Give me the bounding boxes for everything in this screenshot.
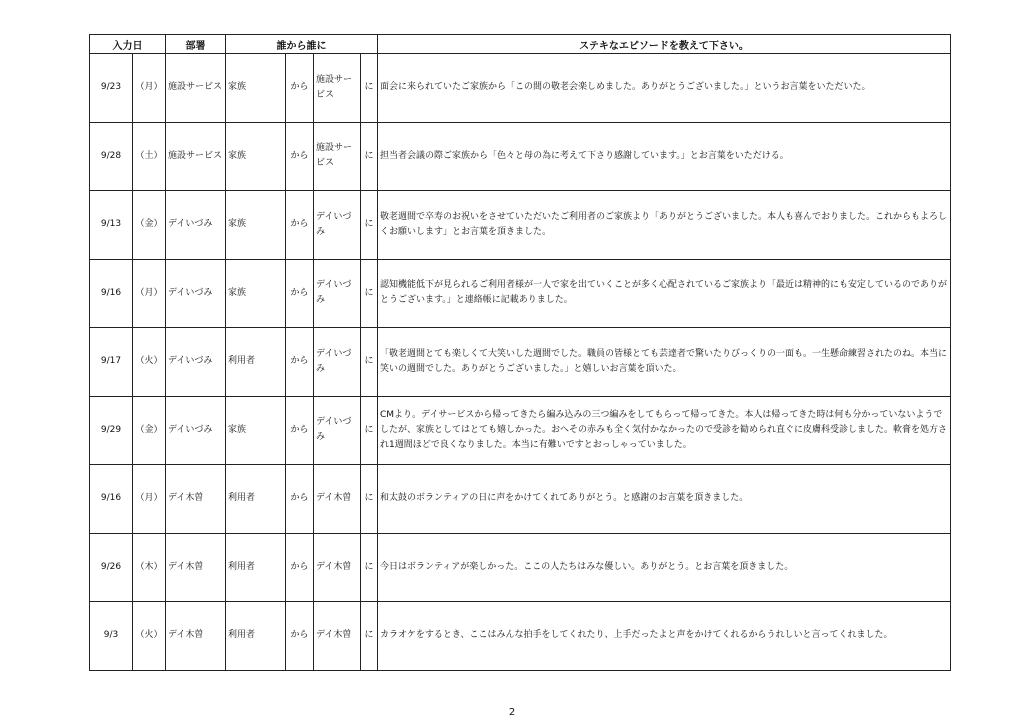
cell-from: 利用者 [226,533,286,602]
cell-to: 施設サービス [314,54,361,123]
cell-date: 9/16 [90,465,133,534]
cell-ni: に [361,259,378,328]
page-number: 2 [508,707,516,718]
cell-from: 家族 [226,191,286,260]
cell-to: デイ木曽 [314,465,361,534]
cell-date: 9/3 [90,602,133,671]
cell-department: デイいづみ [166,191,226,260]
cell-episode: 面会に来られていたご家族から「この間の敬老会楽しめました。ありがとうございました。」というお言葉をいただいた。 [378,54,951,123]
cell-to: 施設サービス [314,122,361,191]
cell-kara: から [286,259,314,328]
header-episode: ステキなエピソードを教えて下さい。 [378,35,951,54]
table-row [90,465,951,534]
cell-episode: 担当者会議の際ご家族から「色々と母の為に考えて下さり感謝しています。」とお言葉をいただける。 [378,122,951,191]
cell-ni: に [361,122,378,191]
cell-from: 家族 [226,259,286,328]
cell-ni: に [361,533,378,602]
table-row [90,54,951,123]
cell-day: （金） [133,396,166,465]
cell-date: 9/23 [90,54,133,123]
cell-date: 9/29 [90,396,133,465]
cell-ni: に [361,191,378,260]
cell-day: （月） [133,54,166,123]
cell-day: （金） [133,191,166,260]
header-row [90,35,951,54]
table-row [90,259,951,328]
cell-kara: から [286,465,314,534]
table-row [90,191,951,260]
cell-ni: に [361,396,378,465]
cell-department: 施設サービス [166,122,226,191]
cell-to: デイいづみ [314,328,361,397]
cell-kara: から [286,54,314,123]
cell-day: （木） [133,533,166,602]
cell-episode: 和太鼓のボランティアの日に声をかけてくれてありがとう。と感謝のお言葉を頂きました。 [378,465,951,534]
cell-episode: 敬老週間で卒寿のお祝いをさせていただいたご利用者のご家族より「ありがとうございました。本人も喜んでおりました。これからもよろしくお願いします」とお言葉を頂きました。 [378,191,951,260]
cell-date: 9/16 [90,259,133,328]
cell-to: デイ木曽 [314,533,361,602]
cell-department: デイいづみ [166,328,226,397]
cell-date: 9/17 [90,328,133,397]
cell-date: 9/28 [90,122,133,191]
header-who-to-whom: 誰から誰に [226,35,378,54]
header-department: 部署 [166,35,226,54]
cell-day: （火） [133,602,166,671]
cell-to: デイいづみ [314,191,361,260]
cell-ni: に [361,54,378,123]
cell-to: デイいづみ [314,396,361,465]
cell-department: デイいづみ [166,396,226,465]
episodes-table [89,34,951,671]
cell-from: 利用者 [226,465,286,534]
cell-to: デイいづみ [314,259,361,328]
cell-kara: から [286,396,314,465]
cell-day: （土） [133,122,166,191]
table-row [90,602,951,671]
cell-ni: に [361,602,378,671]
cell-department: デイ木曽 [166,465,226,534]
cell-episode: 認知機能低下が見られるご利用者様が一人で家を出ていくことが多く心配されているご家族より「最近は精神的にも安定しているのでありがとうございます。」と連絡帳に記載ありました。 [378,259,951,328]
cell-to: デイ木曽 [314,602,361,671]
cell-episode: 「敬老週間とても楽しくて大笑いした週間でした。職員の皆様とても芸達者で驚いたりびっくりの一面も。一生懸命練習されたのね。本当に笑いの週間でした。ありがとうございました。」と嬉しいお言葉を頂いた。 [378,328,951,397]
cell-department: デイいづみ [166,259,226,328]
cell-day: （月） [133,465,166,534]
cell-ni: に [361,465,378,534]
cell-kara: から [286,328,314,397]
table-row [90,122,951,191]
cell-date: 9/13 [90,191,133,260]
cell-from: 家族 [226,54,286,123]
cell-ni: に [361,328,378,397]
cell-department: デイ木曽 [166,533,226,602]
cell-episode: 今日はボランティアが楽しかった。ここの人たちはみな優しい。ありがとう。とお言葉を頂きました。 [378,533,951,602]
cell-from: 家族 [226,396,286,465]
cell-episode: CMより。デイサービスから帰ってきたら編み込みの三つ編みをしてもらって帰ってきた。本人は帰ってきた時は何も分かっていないようでしたが、家族としてはとても嬉しかった。おへその赤みも全く気付かなかったので受診を勧められ直ぐに皮膚科受診しました。軟膏を処方され1週間ほどで良くなりました。本当に有難いですとおっしゃっていました。 [378,396,951,465]
cell-department: デイ木曽 [166,602,226,671]
cell-kara: から [286,533,314,602]
table-row [90,328,951,397]
header-date: 入力日 [90,35,166,54]
cell-from: 利用者 [226,328,286,397]
cell-day: （火） [133,328,166,397]
cell-kara: から [286,602,314,671]
cell-date: 9/26 [90,533,133,602]
table-row [90,533,951,602]
cell-department: 施設サービス [166,54,226,123]
cell-kara: から [286,122,314,191]
cell-kara: から [286,191,314,260]
cell-from: 家族 [226,122,286,191]
cell-from: 利用者 [226,602,286,671]
cell-day: （月） [133,259,166,328]
cell-episode: カラオケをするとき、ここはみんな拍手をしてくれたり、上手だったよと声をかけてくれるからうれしいと言ってくれました。 [378,602,951,671]
table-row [90,396,951,465]
